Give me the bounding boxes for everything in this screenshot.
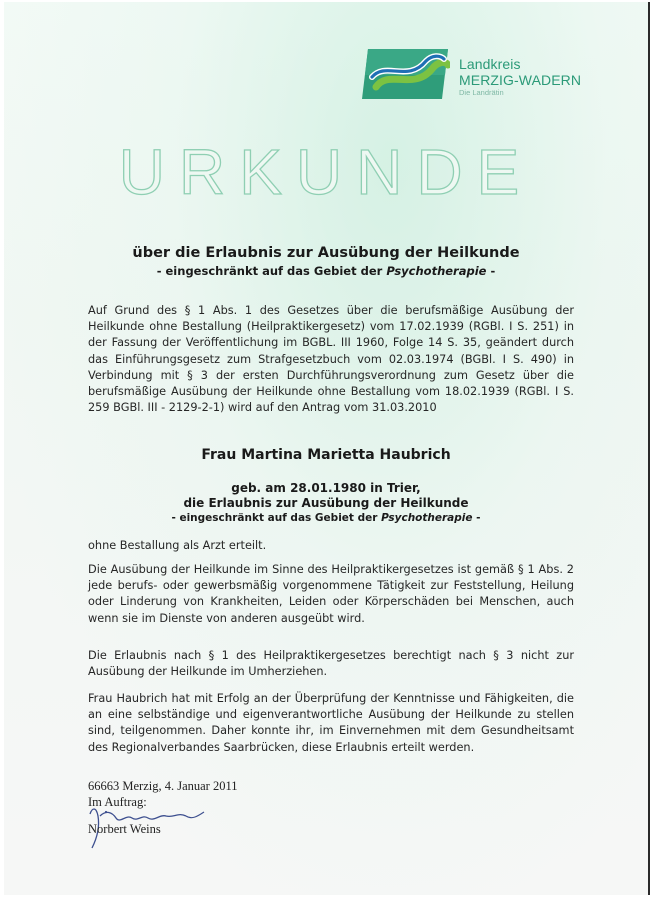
paragraph-examination: Frau Haubrich hat mit Erfolg an der Überprüfung der Kenntnisse und Fähigkeiten, die an eine selbständige und eigenverantwortliche Ausübung der Heilkunde zu stellen sind, teilgenommen. Daher konnte ihr, im Einvernehmen mit dem Gesundheitsamt des Regionalverbandes Saarbrücken, diese Erlaubnis erteilt werden.	[88, 692, 574, 754]
title-container	[4, 134, 648, 204]
im-auftrag-label: Im Auftrag:	[88, 795, 147, 809]
subject-restriction-prefix: - eingeschränkt auf das Gebiet der	[156, 264, 387, 278]
logo-die-landraetin: Die Landrätin	[459, 88, 504, 97]
certificate-sheet	[4, 2, 650, 895]
landkreis-logo	[362, 47, 582, 107]
logo-landkreis: Landkreis	[459, 56, 521, 72]
title-outline	[4, 134, 648, 204]
paragraph-definition: Die Ausübung der Heilkunde im Sinne des Heilpraktikergesetzes ist gemäß § 1 Abs. 2 jede berufs- oder gewerbsmäßig vorgenommene Tätigkeit zur Feststellung, Heilung oder Linderung von Krankheiten, Leiden oder Körperschäden bei Menschen, auch wenn sie im Dienste von anderen ausgeübt wird.	[88, 563, 574, 625]
subject-restriction-field: Psychotherapie	[386, 264, 487, 278]
subject-restriction	[4, 264, 648, 278]
legal-basis-paragraph: Auf Grund des § 1 Abs. 1 des Gesetzes über die berufsmäßige Ausübung der Heilkunde ohne Bestallung (Heilpraktikergesetz) vom 17.02.1939 (RGBl. I S. 251) in der Fassung der Veröffentlichung im BGBL. III 1960, Folge 14 S. 35, geändert durch das Einführungsgesetz zum Strafgesetzbuch vom 02.03.1974 (BGBl. I S. 490) in Verbindung mit § 3 der ersten Durchführungsverordnung zum Gesetz über die berufsmäßige Ausübung der Heilkunde ohne Bestallung vom 18.02.1939 (RGBl. I S. 259 BGBl. III - 2129-2-1) wird auf den Antrag vom 31.03.2010	[88, 304, 574, 415]
logo-merzig-wadern: MERZIG-WADERN	[459, 72, 582, 88]
logo-text	[459, 57, 581, 97]
subject-restriction-suffix: -	[486, 264, 496, 278]
recipient-restriction	[4, 512, 648, 524]
recipient-restriction-suffix: -	[472, 512, 481, 524]
recipient-name: Frau Martina Marietta Haubrich	[201, 447, 451, 463]
place-date: 66663 Merzig, 4. Januar 2011	[88, 779, 238, 793]
landkreis-emblem-icon	[362, 47, 450, 101]
recipient-grant: die Erlaubnis zur Ausübung der Heilkunde	[183, 496, 469, 510]
recipient-restriction-prefix: - eingeschränkt auf das Gebiet der	[171, 512, 382, 524]
page-title: URKUNDE	[118, 136, 534, 204]
signer-name: Norbert Weins	[88, 822, 161, 836]
paragraph-arzt: ohne Bestallung als Arzt erteilt.	[88, 539, 267, 552]
recipient-birth: geb. am 28.01.1980 in Trier,	[231, 481, 421, 495]
recipient-restriction-field: Psychotherapie	[381, 512, 473, 524]
subject-heading: über die Erlaubnis zur Ausübung der Heilkunde	[132, 245, 520, 261]
paragraph-restriction: Die Erlaubnis nach § 1 des Heilpraktikergesetzes berechtigt nach § 3 nicht zur Ausübung der Heilkunde im Umherziehen.	[88, 649, 574, 679]
